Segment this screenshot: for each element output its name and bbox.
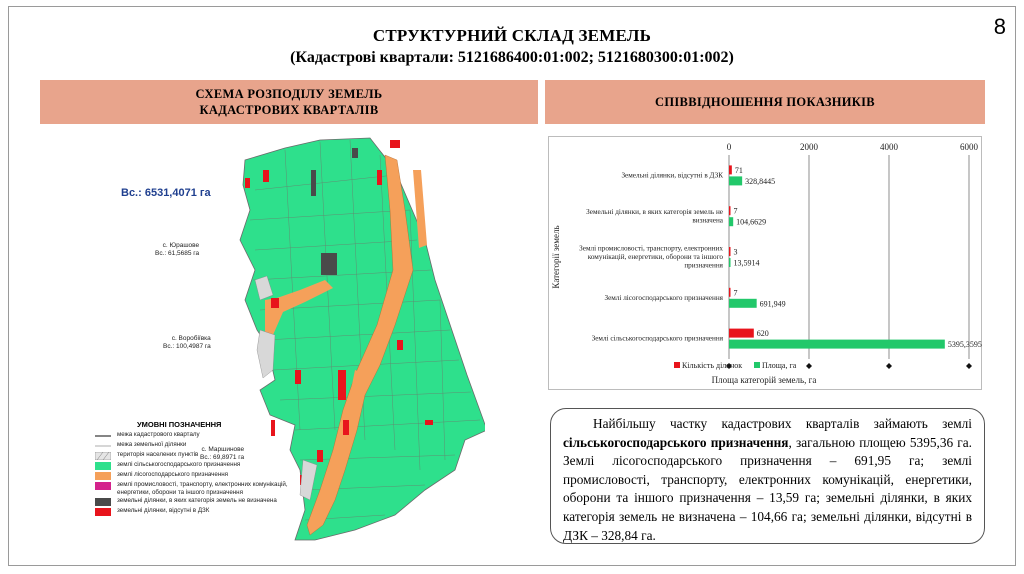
data-label-count: 3 xyxy=(733,247,738,257)
legend-title: УМОВНІ ПОЗНАЧЕННЯ xyxy=(137,420,222,429)
x-tick-label: 0 xyxy=(726,142,732,152)
bar-area xyxy=(729,340,945,349)
map-header-line-2: КАДАСТРОВИХ КВАРТАЛІВ xyxy=(199,103,379,117)
data-label-area: 104,6629 xyxy=(736,217,767,227)
legend-swatch-hatch xyxy=(95,452,111,460)
data-label-count: 620 xyxy=(756,329,769,339)
settlement-name: с. Юрашове xyxy=(162,242,200,249)
x-axis-title: Площа категорій земель, га xyxy=(711,375,817,385)
y-axis-title: Категорії земель xyxy=(551,225,561,289)
category-label: Землі сільськогосподарського призначення xyxy=(591,334,723,343)
bar-area xyxy=(729,258,731,267)
legend-label: землі лісогосподарського призначення xyxy=(117,471,229,478)
legend-item-undefined xyxy=(95,497,295,506)
bar-parcel-count xyxy=(729,288,731,297)
legend-item-forestry xyxy=(95,471,295,480)
legend-swatch-dark xyxy=(95,498,111,506)
legend-swatch-magenta xyxy=(95,482,111,490)
x-tick-label: 2000 xyxy=(800,142,818,152)
legend-label-count: Кількість ділянок xyxy=(682,361,743,370)
legend-label-area: Площа, га xyxy=(762,361,797,370)
legend-swatch-orange xyxy=(95,472,111,480)
x-tick-marker xyxy=(806,363,812,369)
legend-label: межа кадастрового кварталу xyxy=(117,431,200,438)
legend-label: землі промисловості, транспорту, електронних комунікацій, енергетики, оборони та іншого призначення xyxy=(117,481,288,496)
data-label-area: 328,8445 xyxy=(745,176,776,186)
summary-part-1: Найбільшу частку кадастрових кварталів займають землі xyxy=(593,416,972,431)
bar-area xyxy=(729,217,733,226)
land-distribution-map xyxy=(95,130,485,550)
data-label-area: 691,949 xyxy=(759,299,786,309)
legend-swatch-green xyxy=(95,462,111,470)
map-legend xyxy=(95,420,295,517)
summary-part-2: , загальною площею 5395,36 га. Землі лісогосподарського призначення – 691,95 га; землі промисловості, транспорту, електронних комунікацій, енергетики, оборони та іншого призначення – 13,59 га; земельні ділянки, в яких категорія земель не визначена – 104,66 га; земельні ділянки, відсутні в ДЗК – 328,84 га. xyxy=(563,434,972,543)
data-label-count: 7 xyxy=(733,206,738,216)
settlement-area: Вс.: 69,8971 га xyxy=(200,454,245,461)
legend-label: землі сільськогосподарського призначення xyxy=(117,461,241,468)
page-number: 8 xyxy=(993,14,1006,39)
legend-label: територія населених пунктів xyxy=(117,451,199,458)
legend-item-parcel-boundary xyxy=(95,441,295,450)
summary-text-box xyxy=(550,408,985,544)
bar-parcel-count xyxy=(729,329,754,338)
legend-label: земельні ділянки, відсутні в ДЗК xyxy=(117,507,210,515)
category-label: Землі промисловості, транспорту, електронних комунікацій, енергетики, оборони та іншого призначення xyxy=(579,244,723,270)
map-header-line-1: СХЕМА РОЗПОДІЛУ ЗЕМЕЛЬ xyxy=(195,87,383,101)
bar-parcel-count xyxy=(729,165,732,174)
legend-label: межа земельної ділянки xyxy=(117,441,187,448)
bar-area xyxy=(729,176,742,185)
data-label-area: 5395,3595 xyxy=(947,340,982,350)
data-label-count: 71 xyxy=(734,165,743,175)
settlement-name: с. Маршинове xyxy=(201,446,245,453)
legend-item-industry xyxy=(95,481,295,496)
data-label-area: 13,5914 xyxy=(733,258,760,268)
category-label: Земельні ділянки, в яких категорія земель не визначена xyxy=(586,207,723,225)
x-tick-marker xyxy=(886,363,892,369)
bar-parcel-count xyxy=(729,206,731,215)
land-category-chart xyxy=(548,136,982,390)
category-label: Земельні ділянки, відсутні в ДЗК xyxy=(621,171,723,180)
legend-item-agricultural xyxy=(95,461,295,470)
category-label: Землі лісогосподарського призначення xyxy=(604,293,723,302)
chart-svg xyxy=(549,137,983,391)
chart-section-header xyxy=(545,80,985,124)
title-line-2: (Кадастрові квартали: 5121686400:01:002; 5121680300:01:002) xyxy=(290,49,734,66)
legend-swatch-area xyxy=(754,362,760,368)
bar-area xyxy=(729,299,757,308)
legend-swatch-count xyxy=(674,362,680,368)
legend-swatch-line-light xyxy=(95,442,111,450)
x-tick-label: 4000 xyxy=(880,142,898,152)
legend-item-missing xyxy=(95,507,295,516)
map-total-area: Вс.: 6531,4071 га xyxy=(121,187,211,199)
title-line-1: СТРУКТУРНИЙ СКЛАД ЗЕМЕЛЬ xyxy=(372,26,652,45)
legend-swatch-line-dark xyxy=(95,432,111,440)
bar-parcel-count xyxy=(729,247,731,256)
settlement-area: Вс.: 100,4987 га xyxy=(163,343,211,350)
legend-item-quarter-boundary xyxy=(95,431,295,440)
page-title xyxy=(0,26,1024,67)
data-label-count: 7 xyxy=(733,288,738,298)
x-tick-label: 6000 xyxy=(960,142,978,152)
settlement-vorobiivka xyxy=(163,335,211,351)
summary-bold: сільськогосподарського призначення xyxy=(563,434,789,450)
x-tick-marker xyxy=(966,363,972,369)
legend-item-settlements xyxy=(95,451,295,460)
legend-swatch-red xyxy=(95,508,111,516)
settlement-yurashove xyxy=(155,242,199,258)
legend-label: земельні ділянки, в яких категорія земель не визначена xyxy=(117,497,277,505)
map-section-header xyxy=(40,80,538,124)
settlement-name: с. Воробіївка xyxy=(171,335,211,342)
settlement-area: Вс.: 61,5685 га xyxy=(155,250,200,257)
chart-header-label: СПІВВІДНОШЕННЯ ПОКАЗНИКІВ xyxy=(655,95,875,109)
